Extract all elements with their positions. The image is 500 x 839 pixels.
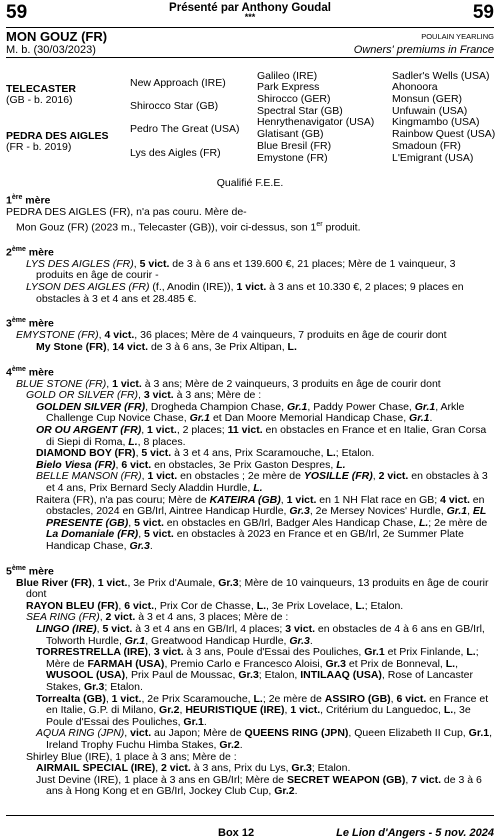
pedigree-gen3-1: Galileo (IRE) xyxy=(257,70,318,82)
section-5eme-mere: 5ème mère xyxy=(6,564,54,578)
pedigree-gen4-2: Ahonoora xyxy=(392,81,438,93)
text-line: AIRMAIL SPECIAL (IRE), 2 vict. à 3 ans, Prix du Lys, Gr.3; Etalon. xyxy=(36,762,351,775)
pedigree-gen4-5: Kingmambo (USA) xyxy=(392,116,480,128)
pedigree-gen3-6: Glatisant (GB) xyxy=(257,128,324,140)
pedigree-gen3-3: Shirocco (GER) xyxy=(257,93,331,105)
text-line: RAYON BLEU (FR), 6 vict., Prix Cor de Chasse, L., 3e Prix Lovelace, L.; Etalon. xyxy=(26,599,404,612)
pedigree-gen4-1: Sadler's Wells (USA) xyxy=(392,70,490,82)
text-line: LINGO (IRE), 5 vict. à 3 et 4 ans en GB/Irl, 4 places; 3 vict. en obstacles de 4 à 6 ans en GB/Irl, Tolworth Hurdle, Gr.1, Greatwood Handicap Hurdle, Gr.3. xyxy=(36,623,485,647)
pedigree-gen4-7: Smadoun (FR) xyxy=(392,140,461,152)
header-bottom-rule xyxy=(6,57,494,58)
section-4eme-mere: 4ème mère xyxy=(6,365,54,379)
text-line: AQUA RING (JPN), vict. au Japon; Mère de QUEENS RING (JPN), Queen Elizabeth II Cup, Gr.1, Ireland Trophy Fuchu Himba Stakes, Gr.2. xyxy=(36,727,493,751)
pedigree-gen2-2: Shirocco Star (GB) xyxy=(130,100,219,112)
qualification: Qualifié F.E.E. xyxy=(216,177,284,189)
text-line: Raitera (FR), n'a pas couru; Mère de KATEIRA (GB), 1 vict. en 1 NH Flat race en GB; 4 vict. en obstacles, 2024 en GB/Irl, Aintree Handicap Hurdle, Gr.3, 2e Mersey Novices' Hurdle, Gr.1, EL PRESENTE (GB), 5 vict. en obstacles en GB/Irl, Badger Ales Handicap Chase, L.; 2e mère de La Domaniale (FR), 5 vict. en obstacles à 2023 en France et en GB/Irl, 2e Summer Plate Handicap Chase, Gr.3. xyxy=(36,493,488,552)
section-1ere-mere: 1ère mère xyxy=(6,194,51,207)
pedigree-gen4-8: L'Emigrant (USA) xyxy=(392,152,474,164)
pedigree-gen4-3: Monsun (GER) xyxy=(392,93,463,105)
owners-note: Owners' premiums in France xyxy=(353,44,494,56)
family-text xyxy=(6,186,494,798)
text-line: Shirley Blue (IRE), 1 place à 3 ans; Mère de : xyxy=(26,750,237,763)
pedigree-gen3-7: Blue Bresil (FR) xyxy=(257,140,332,152)
text-line: LYSON DES AIGLES (FR) (f., Anodin (IRE)), 1 vict. à 3 ans et 10.330 €, 2 places; 9 places en obstacles à 3 et 4 ans et 28.485 €. xyxy=(26,281,464,305)
pedigree-gen2-4: Lys des Aigles (FR) xyxy=(130,147,221,159)
sire-name: TELECASTER xyxy=(6,83,77,95)
text-line: Torrealta (GB), 1 vict., 2e Prix Scaramouche, L.; 2e mère de ASSIRO (GB), 6 vict. en France et en Italie, G.P. di Milano, Gr.2, HEURISTIQUE (IRE), 1 vict., Critérium du Languedoc, L., 3e Poule d'Essai des Pouliches, Gr.1. xyxy=(36,692,489,728)
text-line: Just Devine (IRE), 1 place à 3 ans en GB/Irl; Mère de SECRET WEAPON (GB), 7 vict. de 3 à 6 ans à Hong Kong et en GB/Irl, Jockey Club Cup, Gr.2. xyxy=(36,773,482,798)
text-line: EMYSTONE (FR), 4 vict., 36 places; Mère de 4 vainqueurs, 7 produits en âge de courir dont xyxy=(16,329,447,342)
sale-place-date: Le Lion d'Angers - 5 nov. 2024 xyxy=(336,827,494,839)
horse-category: POULAIN YEARLING xyxy=(421,32,494,41)
lot-number-right: 59 xyxy=(472,2,494,23)
pedigree-gen2-1: New Approach (IRE) xyxy=(130,77,226,89)
text-line: Mon Gouz (FR) (2023 m., Telecaster (GB)), voir ci-dessus, son 1er produit. xyxy=(16,220,361,234)
dam-info: (FR - b. 2019) xyxy=(6,141,72,153)
pedigree-gen3-5: Henrythenavigator (USA) xyxy=(257,116,375,128)
text-line: BELLE MANSON (FR), 1 vict. en obstacles ; 2e mère de YOSILLE (FR), 2 vict. en obstacles à 3 et 4 ans, Prix Bernard Secly Aladdin Hurdle, L. xyxy=(36,470,488,494)
text-line: Bielo Viesa (FR), 6 vict. en obstacles, 3e Prix Gaston Despres, L. xyxy=(36,458,346,471)
sire-info: (GB - b. 2016) xyxy=(6,94,73,106)
pedigree-gen3-2: Park Express xyxy=(257,81,320,93)
text-line: Blue River (FR), 1 vict., 3e Prix d'Aumale, Gr.3; Mère de 10 vainqueurs, 13 produits en âge de courir dont xyxy=(16,576,489,601)
presenter: Présenté par Anthony Goudal xyxy=(169,2,331,14)
text-line: My Stone (FR), 14 vict. de 3 à 6 ans, 3e Prix Altipan, L. xyxy=(36,340,297,353)
pedigree-gen3-8: Emystone (FR) xyxy=(257,152,328,164)
pedigree-gen2-3: Pedro The Great (USA) xyxy=(130,123,240,135)
dam-name: PEDRA DES AIGLES xyxy=(6,130,109,142)
horse-name: MON GOUZ (FR) xyxy=(6,29,108,44)
section-3eme-mere: 3ème mère xyxy=(6,317,54,330)
text-line: GOLD OR SILVER (FR), 3 vict. à 3 ans; Mère de : xyxy=(26,389,262,402)
lot-number-left: 59 xyxy=(6,2,28,23)
text-line: DIAMOND BOY (FR), 5 vict. à 3 et 4 ans, Prix Scaramouche, L.; Etalon. xyxy=(36,447,375,460)
text-line: OR OU ARGENT (FR), 1 vict., 2 places; 11 vict. en obstacles en France et en Italie, Gran Corsa di Siepi di Roma, L., 8 places. xyxy=(36,424,487,448)
sex-birth: M. b. (30/03/2023) xyxy=(6,44,96,56)
text-line: PEDRA DES AIGLES (FR), n'a pas couru. Mère de- xyxy=(6,206,247,219)
text-line: TORRESTRELLA (IRE), 3 vict. à 3 ans, Poule d'Essai des Pouliches, Gr.1 et Prix Finlande, L.; Mère de FARMAH (USA), Premio Carlo e Francesco Aloisi, Gr.3 et Prix de Bonneval, L., WUSOOL (USA), Prix Paul de Moussac, Gr.3; Etalon, INTILAAQ (USA), Rose of Lancaster Stakes, Gr.3; Etalon. xyxy=(36,646,479,693)
text-line: GOLDEN SILVER (FR), Drogheda Champion Chase, Gr.1, Paddy Power Chase, Gr.1, Arkle Challenge Cup Novice Chase, Gr.1 et Dan Moore Memorial Handicap Chase, Gr.1. xyxy=(36,400,465,425)
top-rule xyxy=(6,27,494,28)
section-2eme-mere: 2ème mère xyxy=(6,245,54,259)
stars: *** xyxy=(244,12,256,22)
pedigree-gen4-4: Unfuwain (USA) xyxy=(392,105,468,117)
footer-rule xyxy=(6,815,494,816)
text-line: BLUE STONE (FR), 1 vict. à 3 ans; Mère de 2 vainqueurs, 3 produits en âge de courir dont xyxy=(16,377,441,390)
pedigree-gen3-4: Spectral Star (GB) xyxy=(257,105,343,117)
text-line: SEA RING (FR), 2 vict. à 3 et 4 ans, 3 places; Mère de : xyxy=(26,611,289,624)
text-line: LYS DES AIGLES (FR), 5 vict. de 3 à 6 ans et 139.600 €, 21 places; Mère de 1 vainqueur, 3 produits en âge de courir - xyxy=(26,257,456,282)
pedigree-gen4-6: Rainbow Quest (USA) xyxy=(392,128,496,140)
box-number: Box 12 xyxy=(218,827,255,839)
